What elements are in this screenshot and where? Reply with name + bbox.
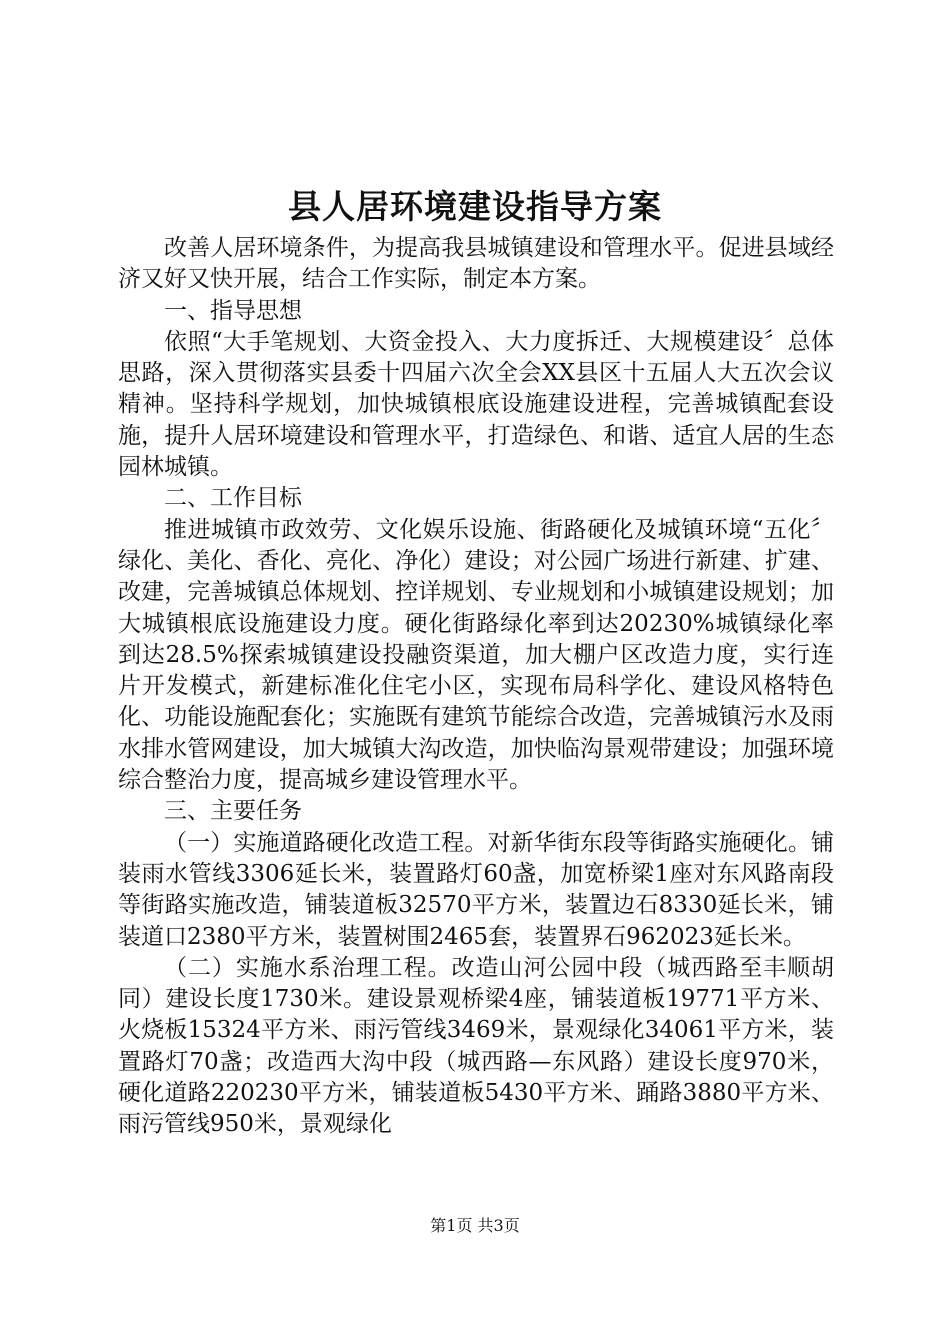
section-paragraph-work-goals: 推进城镇市政效劳、文化娱乐设施、街路硬化及城镇环境“五化〞绿化、美化、香化、亮化、净化）建设；对公园广场进行新建、扩建、改建，完善城镇总体规划、控详规划、专业规划和小城镇建设规划；加大城镇根底设施建设力度。硬化街路绿化率到达20230%城镇绿化率到达28.5%探索城镇建设投融资渠道，加大棚户区改造力度，实行连片开发模式，新建标准化住宅小区，实现布局科学化、建设风格特色化、功能设施配套化；实施既有建筑节能综合改造，完善城镇污水及雨水排水管网建设，加大城镇大沟改造，加快临沟景观带建设；加强环境综合整治力度，提高城乡建设管理水平。 bbox=[118, 516, 834, 794]
section-heading-work-goals: 二、工作目标 bbox=[164, 485, 302, 512]
section-heading-main-tasks: 三、主要任务 bbox=[164, 798, 302, 825]
section-paragraph-guiding-ideology: 依照“大手笔规划、大资金投入、大力度拆迁、大规模建设〞总体思路，深入贯彻落实县委十四届六次全会XX县区十五届人大五次会议精神。坚持科学规划，加快城镇根底设施建设进程，完善城镇配套设施，提升人居环境建设和管理水平，打造绿色、和谐、适宜人居的生态园林城镇。 bbox=[118, 328, 834, 481]
page-footer: 第1页 共3页 bbox=[430, 1216, 520, 1235]
document-title: 县人居环境建设指导方案 bbox=[288, 187, 662, 226]
task-paragraph-road-hardening: （一）实施道路硬化改造工程。对新华街东段等街路实施硬化。铺装雨水管线3306延长米，装置路灯60盏，加宽桥梁1座对东风路南段等街路实施改造，铺装道板32570平方米，装置边石8330延长米，铺装道口2380平方米，装置树围2465套，装置界石962023延长米。 bbox=[118, 829, 834, 950]
section-heading-guiding-ideology: 一、指导思想 bbox=[164, 297, 302, 324]
intro-paragraph: 改善人居环境条件，为提高我县城镇建设和管理水平。促进县域经济又好又快开展，结合工作实际，制定本方案。 bbox=[118, 235, 834, 293]
task-paragraph-water-system: （二）实施水系治理工程。改造山河公园中段（城西路至丰顺胡同）建设长度1730米。建设景观桥梁4座，铺装道板19771平方米、火烧板15324平方米、雨污管线3469米，景观绿化34061平方米，装置路灯70盏；改造西大沟中段（城西路—东风路）建设长度970米，硬化道路220230平方米，铺装道板5430平方米、踊路3880平方米、雨污管线950米，景观绿化 bbox=[118, 954, 834, 1138]
document-body bbox=[118, 233, 834, 1141]
